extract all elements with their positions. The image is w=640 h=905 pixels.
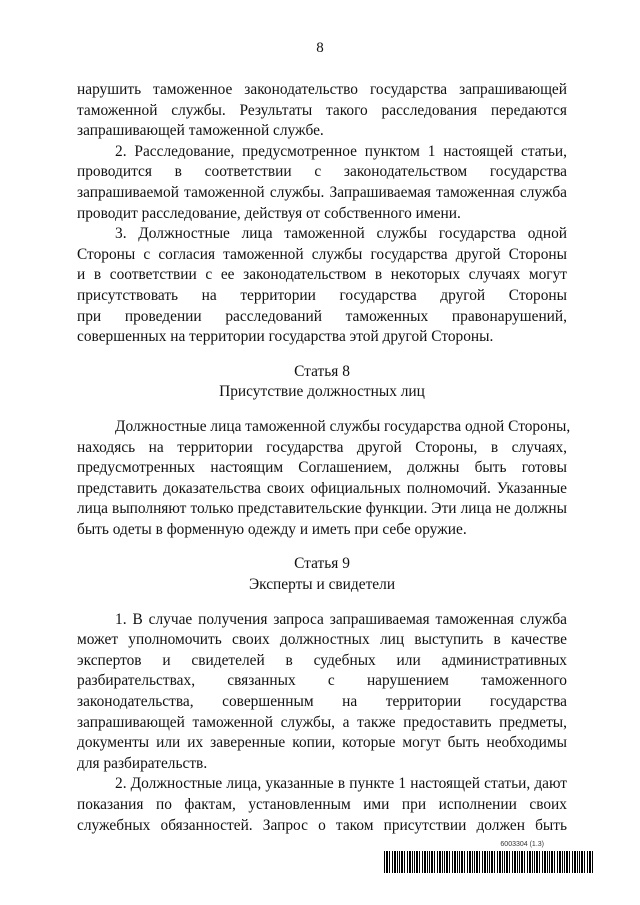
- text-line: и в соответствии с ее законодательством в некоторых случаях могут: [77, 266, 567, 284]
- text-line: разбирательствах, связанных с нарушением таможенного: [77, 672, 567, 690]
- text-line: показания по фактам, установленным ими при исполнении своих: [77, 796, 567, 813]
- text-line: при проведении расследований таможенных правонарушений,: [77, 307, 567, 325]
- text-line: может уполномочить своих должностных лиц выступить в качестве: [77, 631, 567, 649]
- spacer: [77, 348, 567, 362]
- text-line: служебных обязанностей. Запрос о таком присутствии должен быть: [77, 816, 567, 834]
- article-number: Статья 8: [294, 362, 350, 380]
- text-line: быть одеты в форменную одежду и иметь при себе оружие.: [77, 520, 467, 538]
- text-line: Стороны с согласия таможенной службы государства другой Стороны: [77, 245, 567, 263]
- text-line: документы или их заверенные копии, которые могут быть необходимы: [77, 734, 567, 752]
- text-line: запрашивающей таможенной службе.: [77, 122, 324, 140]
- text-line: экспертов и свидетелей в судебных или административных: [77, 651, 567, 669]
- barcode-image: [384, 851, 594, 873]
- text-line: таможенной службы. Результаты такого расследования передаются: [77, 101, 567, 119]
- text-line: 2. Расследование, предусмотренное пунктом 1 настоящей статьи,: [115, 142, 567, 160]
- text-line: совершенных на территории государства этой другой Стороны.: [77, 328, 494, 346]
- barcode-block: [384, 840, 594, 873]
- text-line: проводит расследование, действуя от собственного имени.: [77, 204, 461, 222]
- spacer: [77, 596, 567, 610]
- spacer: [77, 540, 567, 554]
- text-line: 3. Должностные лица таможенной службы государства одной: [115, 225, 567, 243]
- text-line: для разбирательств.: [77, 754, 208, 772]
- text-line: представить доказательства своих официальных полномочий. Указанные: [77, 479, 567, 497]
- text-line: находясь на территории государства другой Стороны, в случаях,: [77, 438, 567, 456]
- document-body: [77, 80, 571, 836]
- text-line: присутствовать на территории государства другой Стороны: [77, 286, 567, 304]
- text-line: нарушить таможенное законодательство государства запрашивающей: [77, 81, 567, 98]
- text-line: проводится в соответствии с законодательством государства: [77, 163, 567, 181]
- article-title: Присутствие должностных лиц: [219, 383, 425, 401]
- text-line: запрашивающей таможенной службы, а также предоставить предметы,: [77, 713, 567, 731]
- page-number: 8: [316, 40, 324, 56]
- text-line: лица выполняют только представительские функции. Эти лица не должны: [77, 500, 567, 518]
- text-line: законодательства, совершенным на территории государства: [77, 693, 567, 711]
- text-line: предусмотренных настоящим Соглашением, должны быть готовы: [77, 459, 567, 477]
- text-line: 1. В случае получения запроса запрашиваемая таможенная служба: [115, 610, 567, 628]
- text-line: Должностные лица таможенной службы государства одной Стороны,: [115, 417, 571, 435]
- spacer: [77, 403, 567, 417]
- article-number: Статья 9: [294, 555, 350, 573]
- article-title: Эксперты и свидетели: [248, 576, 396, 594]
- barcode-code: 6003304 (1.3): [500, 841, 544, 848]
- text-line: запрашиваемой таможенной службы. Запрашиваемая таможенная служба: [77, 183, 567, 201]
- text-line: 2. Должностные лица, указанные в пункте 1 настоящей статьи, дают: [115, 775, 567, 793]
